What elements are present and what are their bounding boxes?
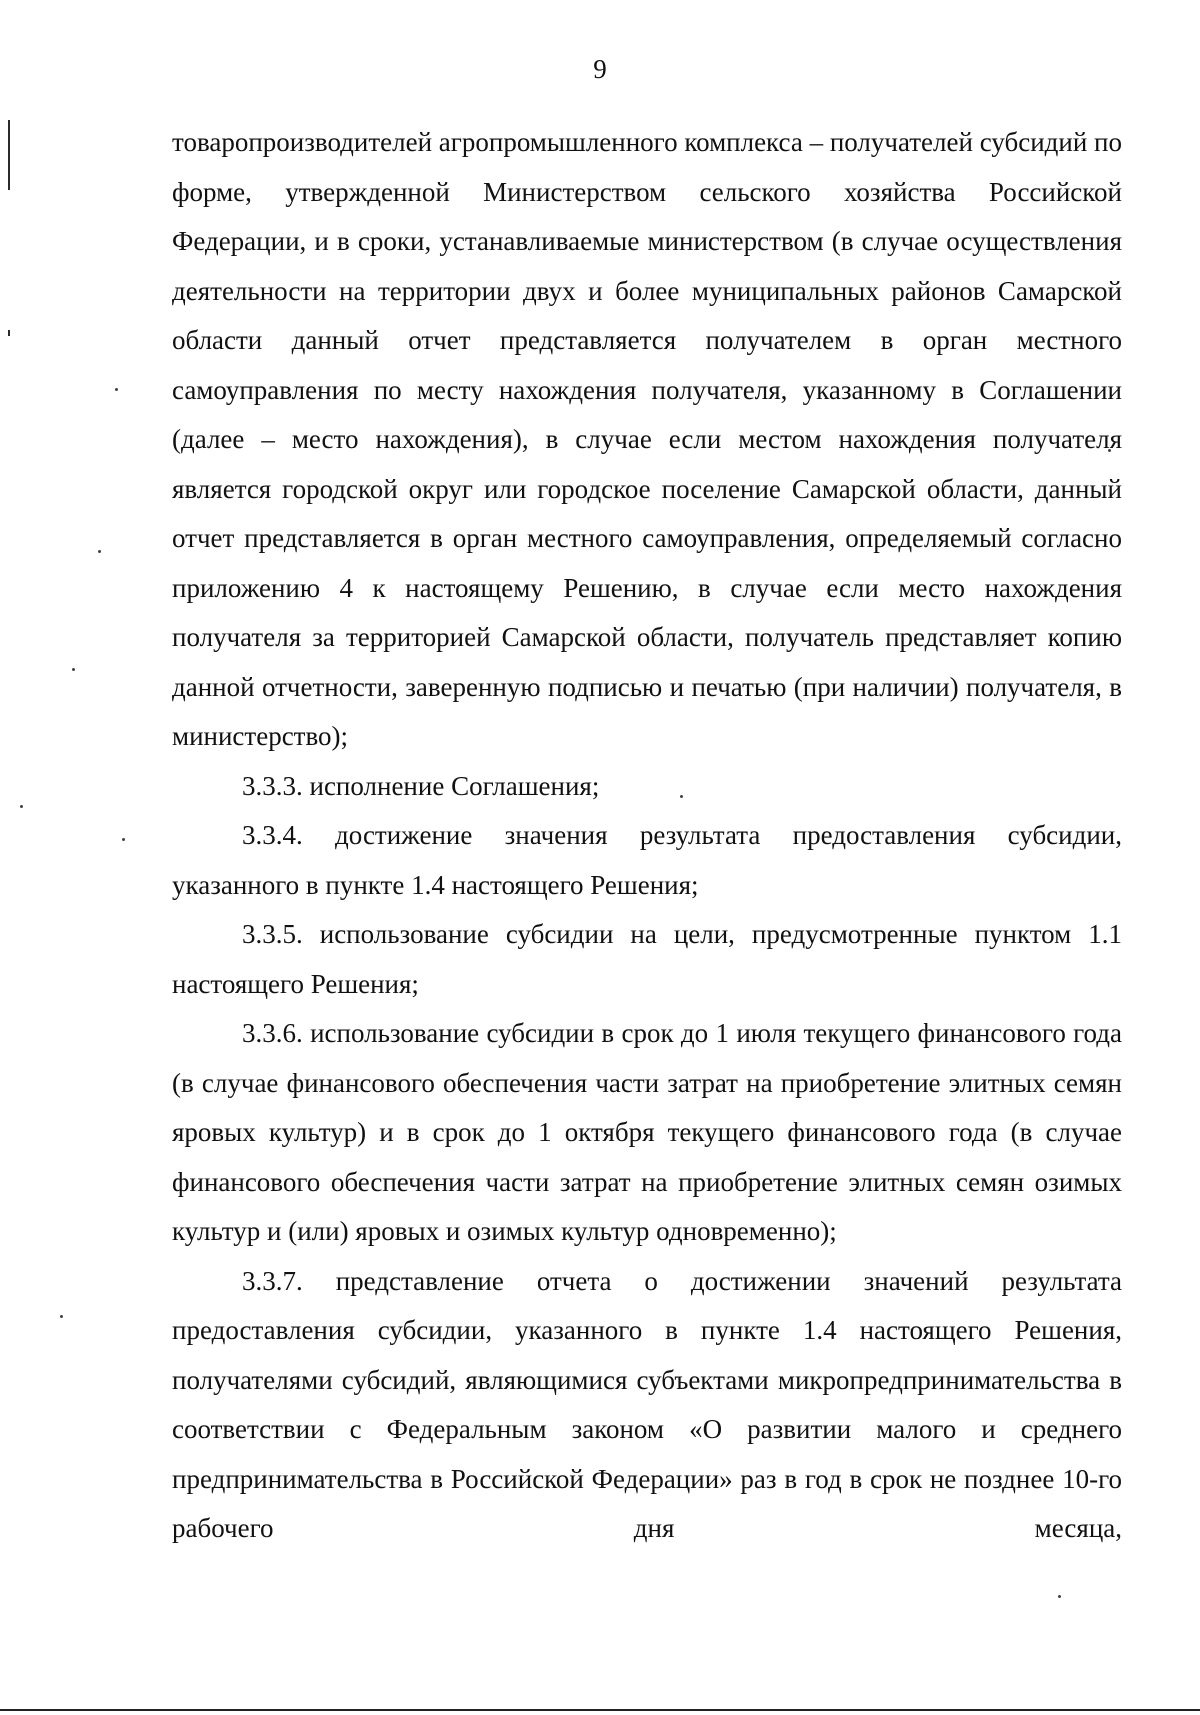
paragraph-3-3-7: 3.3.7. представление отчета о достижении значений результата предоставления субсидии, указанного в пункте 1.4 настоящего Решения, получателями субсидий, являющимися субъектами микропредпринимательства в соответствии с Федеральным законом «О развитии малого и среднего предпринимательства в Российской Федерации» раз в год в срок не позднее 10-го рабочего дня месяца, <box>172 1265 1122 1543</box>
page-number: 9 <box>593 54 607 84</box>
document-body <box>172 118 1122 1554</box>
scan-speck <box>122 838 125 841</box>
paragraph-3-3-5: 3.3.5. использование субсидии на цели, предусмотренные пунктом 1.1 настоящего Решения; <box>172 919 1122 999</box>
scan-speck <box>98 550 101 553</box>
scan-speck <box>72 668 75 671</box>
scan-speck <box>20 805 23 808</box>
paragraph-3-3-6: 3.3.6. использование субсидии в срок до 1 июля текущего финансового года (в случае финансового обеспечения части затрат на приобретение элитных семян яровых культур) и в срок до 1 октября текущего финансового года (в случае финансового обеспечения части затрат на приобретение элитных семян озимых культур и (или) яровых и озимых культур одновременно); <box>172 1018 1122 1246</box>
scan-edge-mark <box>8 120 10 190</box>
scan-speck <box>115 388 118 391</box>
paragraph-continuation: товаропроизводителей агропромышленного комплекса – получателей субсидий по форме, утвержденной Министерством сельского хозяйства Российской Федерации, и в сроки, устанавливаемые министерством (в случае осуществления деятельности на территории двух и более муниципальных районов Самарской области данный отчет представляется получателем в орган местного самоуправления по месту нахождения получателя, указанному в Соглашении (далее – место нахождения), в случае если местом нахождения получателя является городской округ или городское поселение Самарской области, данный отчет представляется в орган местного самоуправления, определяемый согласно приложению 4 к настоящему Решению, в случае если место нахождения получателя за территорией Самарской области, получатель представляет копию данной отчетности, заверенную подписью и печатью (при наличии) получателя, в министерство); <box>172 127 1122 751</box>
scan-speck <box>60 1315 63 1318</box>
scan-edge-mark <box>8 330 10 336</box>
paragraph-3-3-4: 3.3.4. достижение значения результата предоставления субсидии, указанного в пункте 1.4 настоящего Решения; <box>172 820 1122 900</box>
scan-speck <box>1058 1595 1061 1598</box>
paragraph-3-3-3: 3.3.3. исполнение Соглашения; <box>242 770 600 801</box>
scan-bottom-edge <box>0 1709 1200 1711</box>
